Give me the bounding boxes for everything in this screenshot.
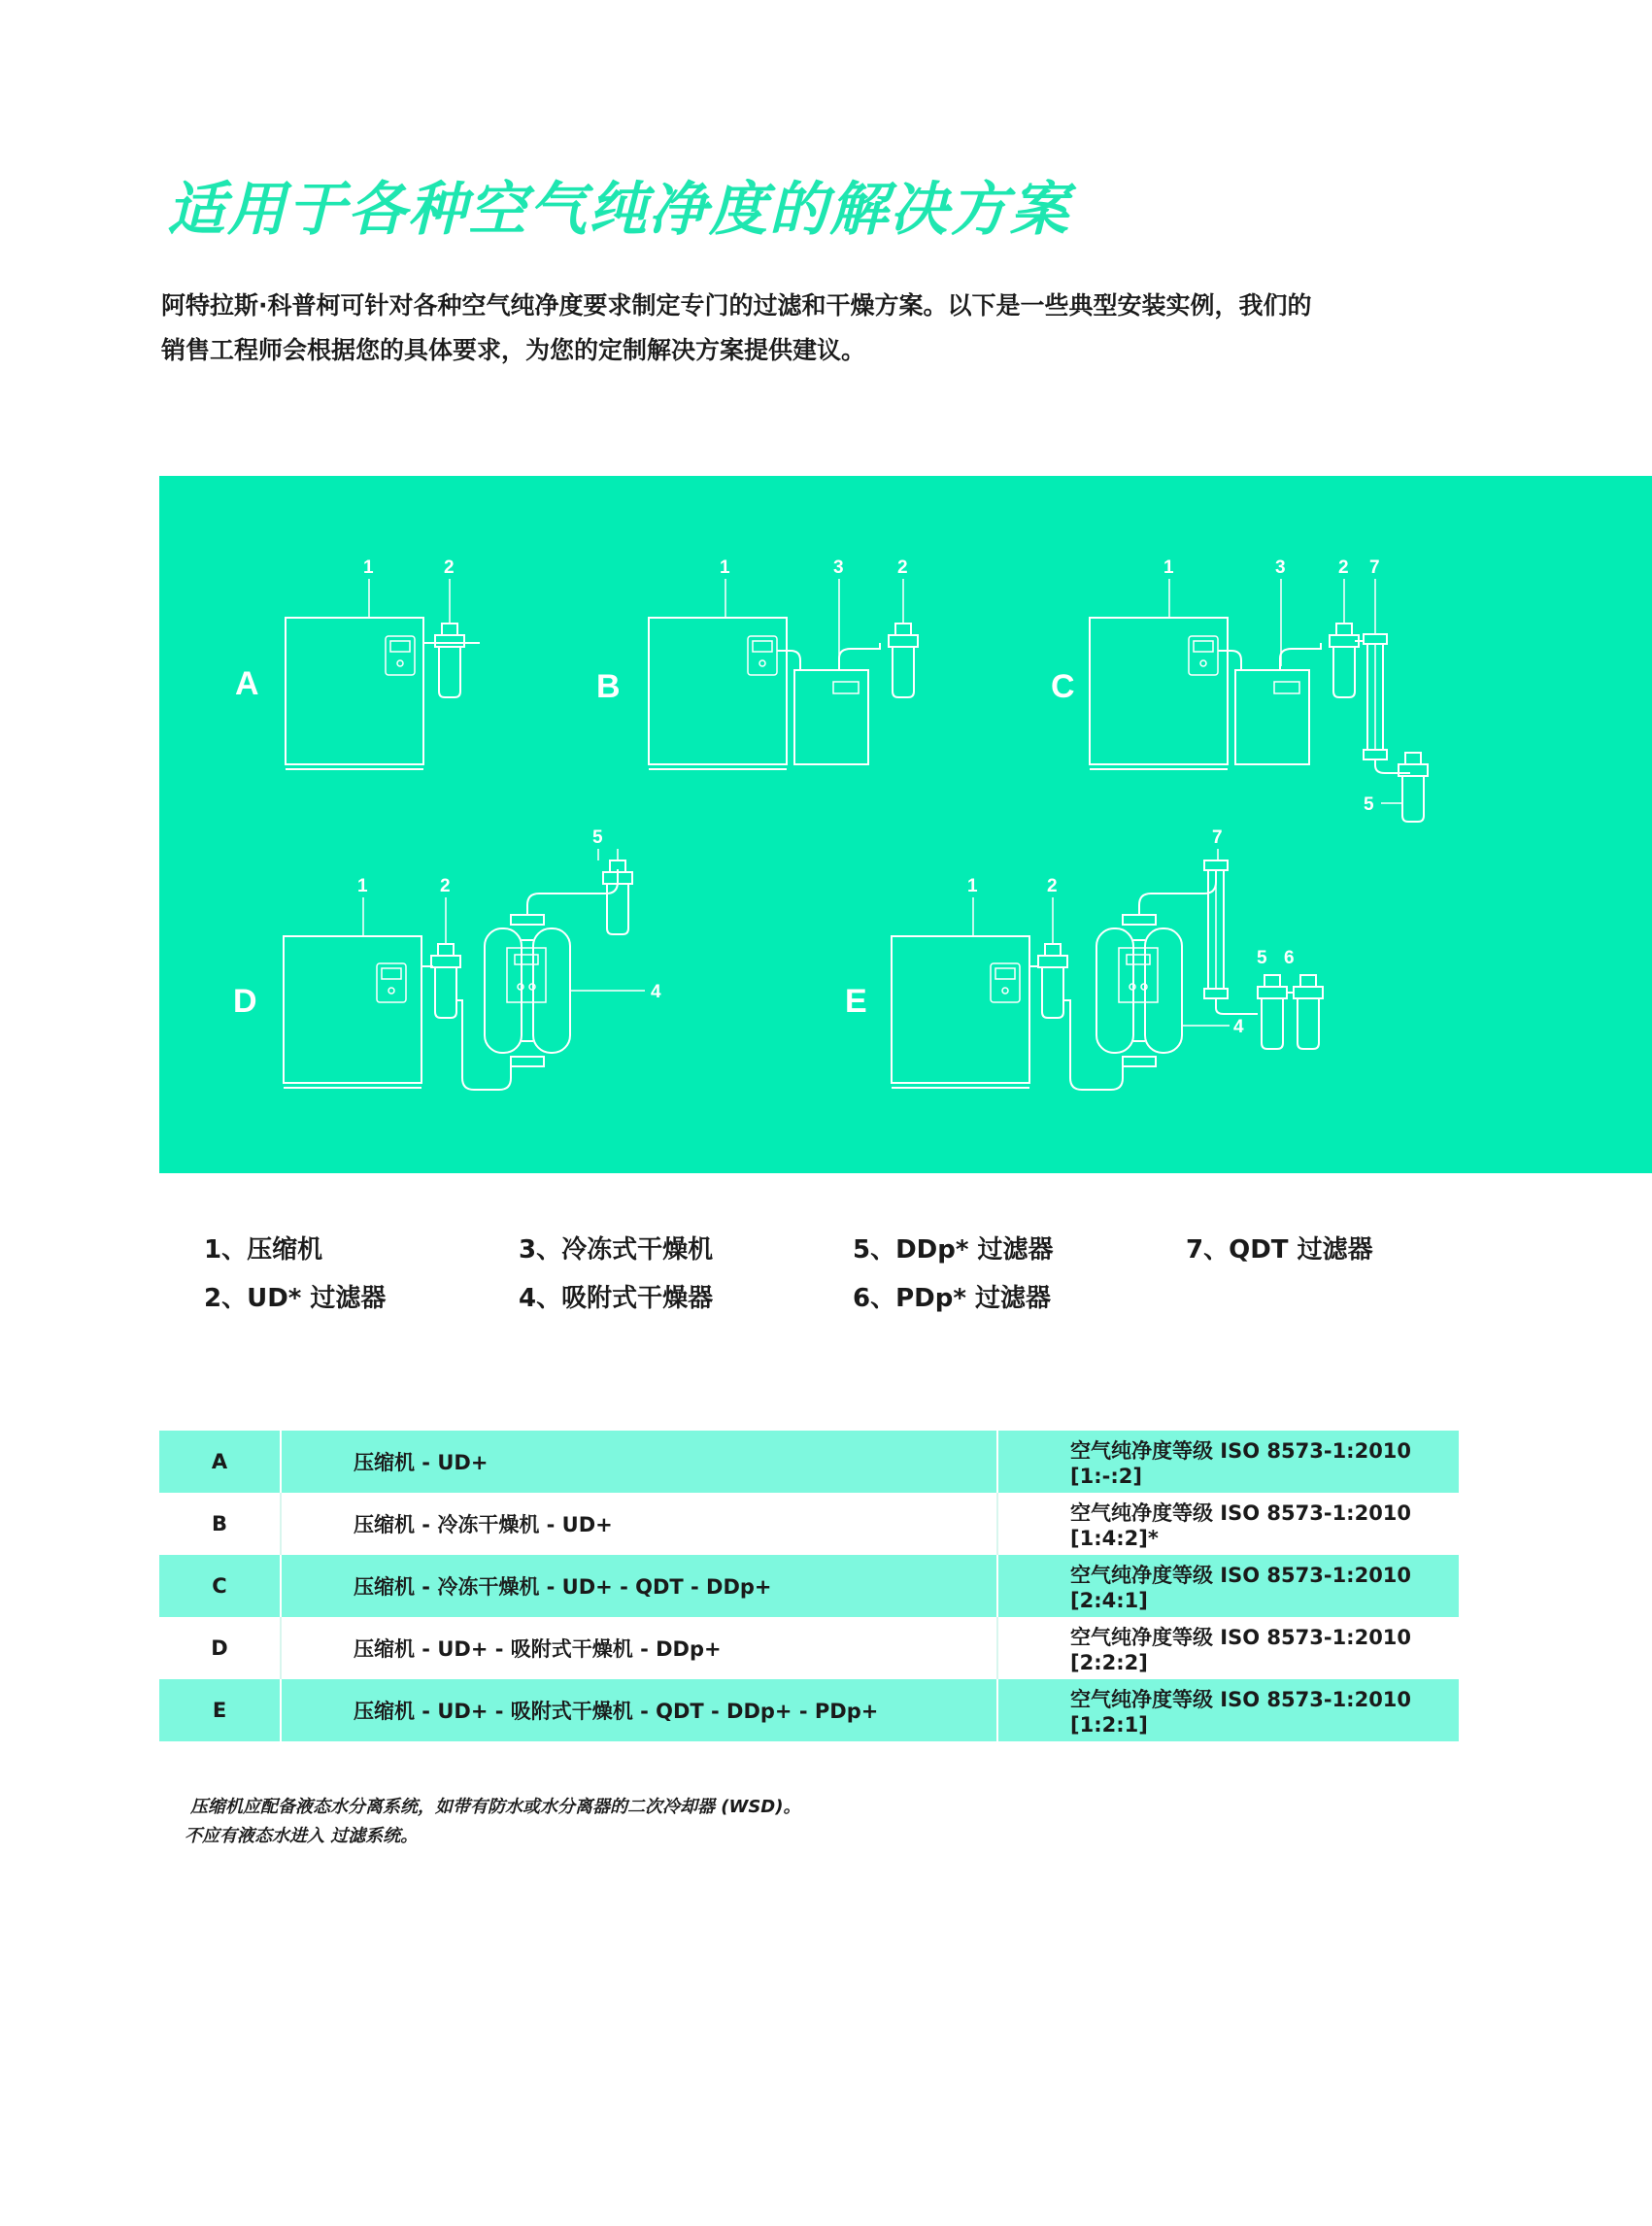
page-title: 适用于各种空气纯净度的解决方案 [167, 176, 1070, 244]
table-row [159, 1493, 1459, 1555]
diagram-label-d: D [233, 983, 257, 1020]
filter-icon [1038, 944, 1067, 1018]
row-purity-class: 空气纯净度等级 ISO 8573-1:2010 [1:-:2] [997, 1431, 1459, 1493]
intro-line: 阿特拉斯·科普柯可针对各种空气纯净度要求制定专门的过滤和干燥方案。以下是一些典型安装实例，我们的 [161, 291, 1312, 320]
table-row [159, 1431, 1459, 1493]
table-row [159, 1679, 1459, 1741]
diagram-number: 4 [1233, 1017, 1244, 1037]
row-purity-class: 空气纯净度等级 ISO 8573-1:2010 [2:4:1] [997, 1555, 1459, 1617]
desiccant-dryer-icon [1096, 915, 1182, 1066]
table-row [159, 1555, 1459, 1617]
row-key: C [159, 1555, 281, 1617]
compressor-icon [1090, 618, 1228, 764]
filter-icon [1294, 975, 1323, 1049]
diagram-number: 3 [833, 557, 844, 578]
filter-icon [1258, 975, 1287, 1049]
diagram-label-a: A [235, 665, 259, 702]
intro-paragraph [161, 284, 1501, 373]
diagram-e [845, 827, 1323, 1090]
compressor-icon [286, 618, 423, 764]
legend-item: 4、吸附式干燥器 [519, 1284, 714, 1313]
diagram-number: 5 [1257, 948, 1267, 968]
filter-icon [603, 860, 632, 934]
legend-item: 1、压缩机 [204, 1235, 323, 1265]
table-row [159, 1617, 1459, 1679]
row-configuration: 压缩机 - UD+ [281, 1431, 997, 1493]
desiccant-dryer-icon [485, 915, 570, 1066]
row-configuration: 压缩机 - UD+ - 吸附式干燥机 - DDp+ [281, 1617, 997, 1679]
qdt-filter-icon [1364, 634, 1387, 759]
diagram-a [235, 557, 480, 769]
installation-diagram-panel [159, 476, 1652, 1173]
row-configuration: 压缩机 - UD+ - 吸附式干燥机 - QDT - DDp+ - PDp+ [281, 1679, 997, 1741]
diagram-label-e: E [845, 983, 867, 1020]
compressor-icon [892, 936, 1029, 1083]
row-purity-class: 空气纯净度等级 ISO 8573-1:2010 [1:2:1] [997, 1679, 1459, 1741]
diagram-number: 1 [363, 557, 374, 578]
compressor-icon [284, 936, 421, 1083]
diagram-label-b: B [596, 668, 621, 705]
filter-icon [435, 624, 464, 697]
row-key: A [159, 1431, 281, 1493]
diagram-number: 1 [720, 557, 730, 578]
diagram-label-c: C [1051, 668, 1075, 705]
diagram-c [1051, 557, 1428, 822]
compressor-icon [649, 618, 787, 764]
diagram-number: 5 [592, 827, 603, 848]
refrigerant-dryer-icon [1235, 670, 1309, 764]
legend-item: 6、PDp* 过滤器 [853, 1284, 1051, 1313]
legend-item: 3、冷冻式干燥机 [519, 1235, 714, 1265]
row-purity-class: 空气纯净度等级 ISO 8573-1:2010 [2:2:2] [997, 1617, 1459, 1679]
diagram-number: 2 [444, 557, 455, 578]
diagram-number: 2 [897, 557, 908, 578]
diagram-number: 2 [1047, 876, 1058, 896]
diagram-number: 4 [651, 982, 661, 1002]
legend-item: 7、QDT 过滤器 [1186, 1235, 1373, 1265]
refrigerant-dryer-icon [794, 670, 868, 764]
filter-icon [1399, 753, 1428, 822]
diagram-number: 7 [1212, 827, 1223, 848]
footnote [185, 1793, 801, 1851]
diagram-b [596, 557, 918, 769]
installation-diagrams [159, 476, 1652, 1173]
row-key: E [159, 1679, 281, 1741]
row-configuration: 压缩机 - 冷冻干燥机 - UD+ [281, 1493, 997, 1555]
footnote-line: 不应有液态水进入 过滤系统。 [185, 1826, 419, 1846]
diagram-number: 5 [1364, 794, 1374, 815]
filter-icon [431, 944, 460, 1018]
diagram-number: 1 [1163, 557, 1174, 578]
qdt-filter-icon [1204, 860, 1228, 998]
row-configuration: 压缩机 - 冷冻干燥机 - UD+ - QDT - DDp+ [281, 1555, 997, 1617]
purity-class-table [159, 1431, 1459, 1741]
diagram-number: 6 [1284, 948, 1295, 968]
filter-icon [1330, 624, 1359, 697]
diagram-number: 7 [1369, 557, 1380, 578]
diagram-d [233, 827, 661, 1090]
row-key: D [159, 1617, 281, 1679]
legend-item: 2、UD* 过滤器 [204, 1284, 387, 1313]
diagram-number: 1 [967, 876, 978, 896]
diagram-number: 3 [1275, 557, 1286, 578]
intro-line: 销售工程师会根据您的具体要求，为您的定制解决方案提供建议。 [161, 336, 866, 364]
row-purity-class: 空气纯净度等级 ISO 8573-1:2010 [1:4:2]* [997, 1493, 1459, 1555]
diagram-number: 2 [440, 876, 451, 896]
filter-icon [889, 624, 918, 697]
footnote-line: 压缩机应配备液态水分离系统，如带有防水或水分离器的二次冷却器 (WSD)。 [190, 1797, 801, 1817]
legend-item: 5、DDp* 过滤器 [853, 1235, 1054, 1265]
row-key: B [159, 1493, 281, 1555]
diagram-number: 1 [357, 876, 368, 896]
diagram-number: 2 [1338, 557, 1349, 578]
